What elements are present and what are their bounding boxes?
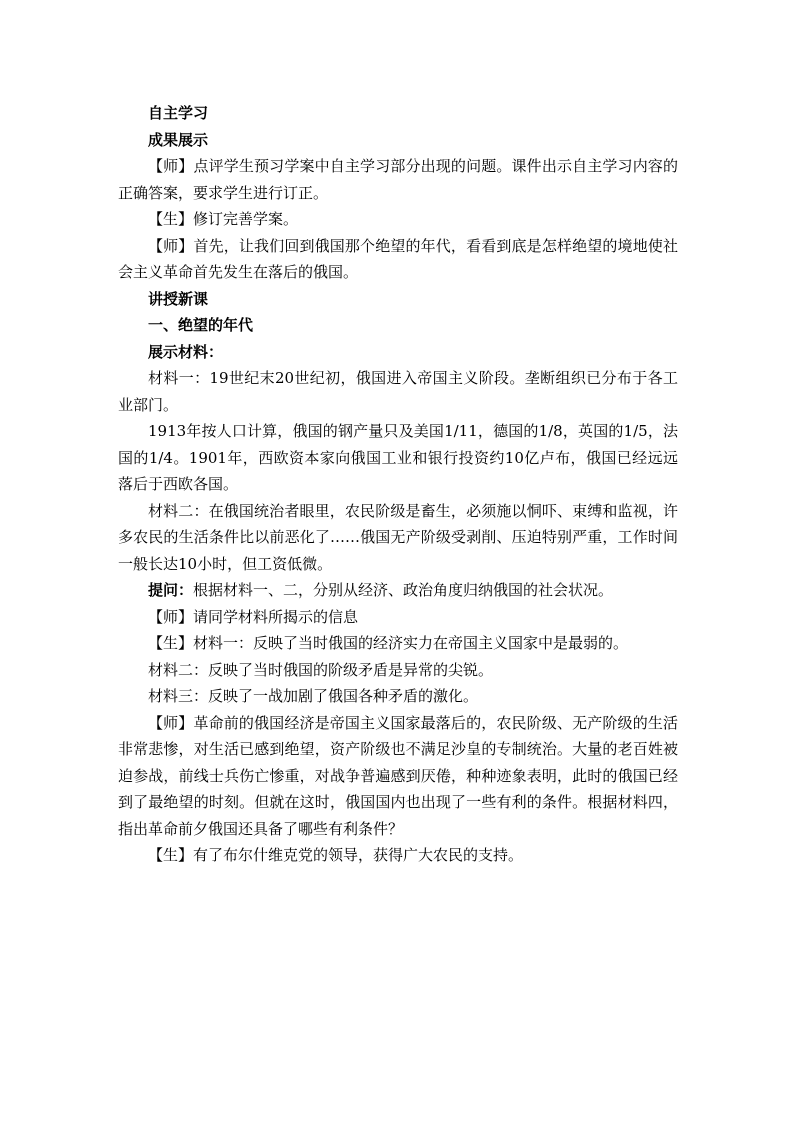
paragraph-teacher-prompt: 【师】请同学材料所揭示的信息: [148, 607, 359, 626]
paragraph-answer-two: 材料二：反映了当时俄国的阶级矛盾是异常的尖锐。: [148, 660, 494, 679]
question-text: 根据材料一、二，分别从经济、政治角度归纳俄国的社会状况。: [193, 581, 614, 599]
heading-section-one: 一、绝望的年代: [148, 316, 254, 334]
paragraph-material-one: 材料一：19世纪末20世纪初，俄国进入帝国主义阶段。垄断组织已分布于各工业部门。: [118, 369, 678, 414]
paragraph-teacher-summary: 【师】革命前的俄国经济是帝国主义国家最落后的，农民阶级、无产阶级的生活非常悲惨，对生活已感到绝望，资产阶级也不满足沙皇的专制统治。大量的老百姓被迫参战，前线士兵伤亡惨重，对战争普遍感到厌倦，种种迹象表明，此时的俄国已经到了最绝望的时刻。但就在这时，俄国国内也出现了一些有利的条件。根据材料四，指出革命前夕俄国还具备了哪些有利条件？: [118, 713, 678, 838]
heading-show-materials: 展示材料：: [148, 342, 224, 361]
paragraph-question: [118, 577, 678, 604]
paragraph-teacher-intro: 【师】首先，让我们回到俄国那个绝望的年代，看看到底是怎样绝望的境地使社会主义革命首先发生在落后的俄国。: [118, 236, 678, 281]
document-body: [118, 100, 678, 869]
paragraph-steel-statistics: 1913年按人口计算，俄国的钢产量只及美国1/11，德国的1/8，英国的1/5，法国的1/4。1901年，西欧资本家向俄国工业和银行投资约10亿卢布，俄国已经远远落后于西欧各国。: [118, 422, 678, 493]
paragraph-student-answer-one: 【生】材料一：反映了当时俄国的经济实力在帝国主义国家中是最弱的。: [148, 634, 629, 652]
question-label: 提问：: [148, 581, 194, 599]
heading-self-study: 自主学习: [148, 104, 209, 122]
paragraph-student-conclusion: 【生】有了布尔什维克党的领导，获得广大农民的支持。: [148, 846, 524, 864]
paragraph-material-two: 材料二：在俄国统治者眼里，农民阶级是畜生，必须施以恫吓、束缚和监视，许多农民的生活条件比以前恶化了……俄国无产阶级受剥削、压迫特别严重，工作时间一般长达10小时，但工资低微。: [118, 501, 678, 573]
paragraph-student-revise: 【生】修订完善学案。: [148, 210, 299, 228]
paragraph-answer-three: 材料三：反映了一战加剧了俄国各种矛盾的激化。: [148, 687, 479, 705]
heading-new-lesson: 讲授新课: [148, 289, 209, 308]
heading-results-display: 成果展示: [148, 130, 209, 149]
paragraph-teacher-review: 【师】点评学生预习学案中自主学习部分出现的问题。课件出示自主学习内容的正确答案，要求学生进行订正。: [118, 157, 678, 202]
